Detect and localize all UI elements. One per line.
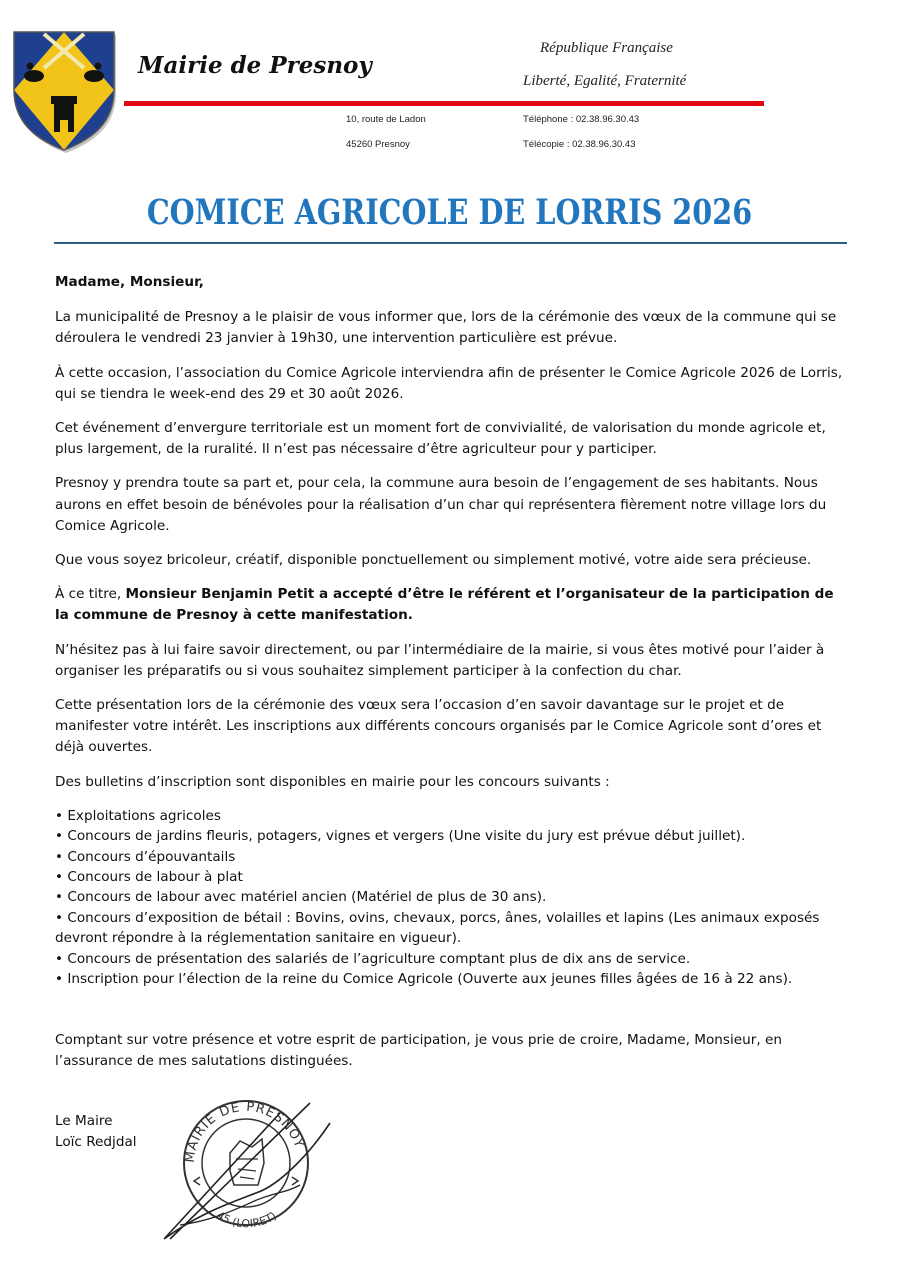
list-item: • Concours de labour à plat [55,869,243,886]
signature-block [55,1111,137,1153]
official-stamp [160,1093,340,1243]
stamp-text-bottom: 45 (LOIRET) [214,1208,279,1231]
list-item: • Exploitations agricoles [55,807,221,824]
document-headline: COMICE AGRICOLE DE LORRIS 2026 [146,192,753,233]
paragraph-6-bold: Monsieur Benjamin Petit a accepté d’être le référent et l’organisateur de la participation de la commune de Presnoy à cette manifestation. [55,586,834,624]
paragraph-6 [55,584,850,626]
telephone: Téléphone : 02.38.96.30.43 [523,114,640,125]
header-red-rule [124,101,764,106]
telecopie: Télécopie : 02.38.96.30.43 [523,139,636,150]
headline-rule [54,242,847,244]
contest-list [55,806,850,990]
paragraph-6-lead: À ce titre, [55,586,126,603]
list-item: • Concours de jardins fleuris, potagers, vignes et vergers (Une visite du jury est prévue début juillet). [55,828,746,845]
coat-of-arms-logo [8,28,120,154]
republic-motto: Liberté, Egalité, Fraternité [523,73,687,89]
letter-body [55,272,850,1085]
stamp-text-top: MAIRIE DE PRESNOY [182,1099,307,1164]
list-item: • Concours de présentation des salariés de l’agriculture comptant plus de dix ans de service. [55,950,691,967]
signer-name: Loïc Redjdal [55,1134,137,1150]
list-item: • Inscription pour l’élection de la reine du Comice Agricole (Ouverte aux jeunes filles âgées de 16 à 22 ans). [55,971,793,988]
list-item: • Concours d’épouvantails [55,848,236,865]
svg-text:MAIRIE DE PRESNOY [183,1100,307,1164]
paragraph-3: Cet événement d’envergure territoriale est un moment fort de convivialité, de valorisation du monde agricole et, plus largement, de la ruralité. Il n’est pas nécessaire d’être agriculteur pour y participer. [55,420,826,458]
paragraph-4: Presnoy y prendra toute sa part et, pour cela, la commune aura besoin de l’engagement de ses habitants. Nous aurons en effet besoin de bénévoles pour la réalisation d’un char qui représentera fièrement notre village lors du Comice Agricole. [55,475,827,534]
paragraph-2: À cette occasion, l’association du Comice Agricole interviendra afin de présenter le Comice Agricole 2026 de Lorris, qui se tiendra le week-end des 29 et 30 août 2026. [55,364,843,402]
closing: Comptant sur votre présence et votre esprit de participation, je vous prie de croire, Madame, Monsieur, en l’assurance de mes salutations distinguées. [55,1031,782,1069]
paragraph-7: N’hésitez pas à lui faire savoir directement, ou par l’intermédiaire de la mairie, si vous êtes motivé pour l’aider à organiser les préparatifs ou si vous souhaitez simplement participer à la confection du char. [55,641,825,679]
list-item: • Concours d’exposition de bétail : Bovins, ovins, chevaux, porcs, ânes, volailles et lapins (Les animaux exposés devront répondre à la réglementation sanitaire en vigueur). [55,909,820,947]
address-city: 45260 Presnoy [346,139,410,150]
mairie-title: Mairie de Presnoy [138,52,372,79]
paragraph-1: La municipalité de Presnoy a le plaisir de vous informer que, lors de la cérémonie des vœux de la commune qui se déroulera le vendredi 23 janvier à 19h30, une intervention particulière est prévue. [55,309,837,347]
paragraph-8: Cette présentation lors de la cérémonie des vœux sera l’occasion d’en savoir davantage sur le projet et de manifester votre intérêt. Les inscriptions aux différents concours organisés par le Comice Agricole sont d’ores et déjà ouvertes. [55,697,822,756]
svg-text:45 (LOIRET) [214,1209,279,1231]
paragraph-9: Des bulletins d’inscription sont disponibles en mairie pour les concours suivants : [55,773,610,790]
greeting: Madame, Monsieur, [55,274,204,290]
list-item: • Concours de labour avec matériel ancien (Matériel de plus de 30 ans). [55,889,547,906]
address-street: 10, route de Ladon [346,114,426,125]
republique-francaise: République Française [540,40,673,56]
signer-role: Le Maire [55,1113,113,1129]
paragraph-5: Que vous soyez bricoleur, créatif, disponible ponctuellement ou simplement motivé, votre aide sera précieuse. [55,552,812,569]
